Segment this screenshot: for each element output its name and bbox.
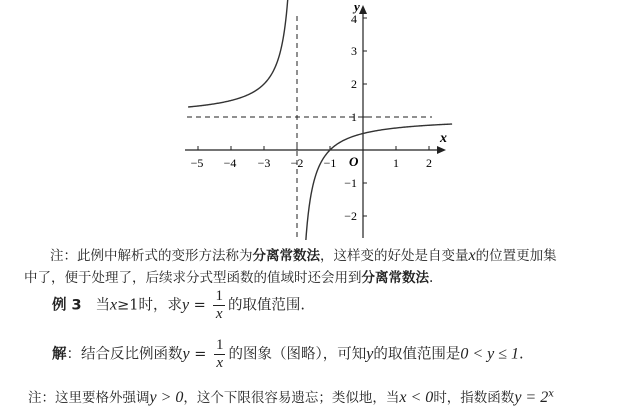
solution-line	[52, 338, 524, 371]
curve-left-branch	[188, 0, 294, 107]
x-tick-label: −2	[290, 156, 304, 170]
note-paragraph-line-1	[50, 244, 557, 265]
solution-label: 解	[52, 346, 67, 363]
method-name: 分离常数法	[252, 248, 320, 264]
equals-sign: =	[189, 297, 211, 314]
curve-right-branch	[300, 124, 452, 240]
y-tick-label: 2	[351, 77, 357, 91]
inequality: y > 0	[149, 389, 184, 406]
y-tick-label: 4	[351, 12, 357, 26]
x-axis-label: x	[440, 131, 447, 146]
solution-text: 的取值范围是	[373, 346, 461, 363]
inequality: x < 0	[399, 389, 434, 406]
example-text: 当	[95, 297, 110, 314]
y-tick-label: 1	[351, 110, 357, 124]
fraction-numerator: 1	[215, 337, 224, 353]
fraction	[214, 338, 226, 371]
inequality: ≥1	[117, 297, 139, 314]
variable-x: x	[468, 247, 476, 264]
x-tick-label: 1	[393, 156, 399, 170]
variable-y: y	[181, 296, 190, 314]
fraction	[213, 289, 225, 322]
note-paragraph-line-2	[24, 266, 433, 286]
note-text: 时，指数函数	[433, 390, 515, 406]
y-tick-label: 3	[351, 44, 357, 58]
example-text: 时，求	[138, 297, 182, 314]
note-text: ，这个下限很容易遗忘；类似地，当	[183, 390, 400, 406]
note-paragraph-line-3	[28, 386, 554, 407]
x-tick-label: −5	[190, 156, 204, 170]
note-text: 注：此例中解析式的变形方法称为	[50, 248, 253, 264]
solution-range: 0 < y ≤ 1	[460, 345, 520, 363]
equals-sign: =	[189, 346, 211, 363]
solution-text: 的图象（图略），可知	[228, 346, 367, 363]
note-text: 中了，便于处理了，后续求分式型函数的值域时还会用到	[24, 270, 362, 286]
example-text: 的取值范围.	[227, 297, 306, 314]
fraction-denominator: x	[215, 306, 223, 322]
example-3-line	[52, 289, 305, 322]
note-text: .	[429, 270, 434, 286]
y-axis-label: y	[354, 0, 360, 14]
exponent: x	[548, 388, 554, 400]
variable-y: y	[182, 345, 190, 363]
y-tick-label: −1	[344, 176, 357, 190]
exponential-function: y = 2	[514, 389, 549, 406]
fraction-denominator: x	[216, 355, 224, 371]
y-tick-label: −2	[344, 209, 357, 223]
variable-x: x	[109, 296, 118, 314]
note-text: ，这样变的好处是自变量	[320, 248, 469, 264]
note-text: 注：这里要格外强调	[28, 390, 150, 406]
solution-text: ：结合反比例函数	[66, 346, 183, 363]
fraction-numerator: 1	[215, 288, 223, 304]
example-label: 例 3	[52, 297, 82, 314]
x-tick-label: −3	[257, 156, 271, 170]
x-axis-arrow	[437, 146, 446, 154]
x-tick-label: −1	[323, 156, 337, 170]
x-tick-label: −4	[223, 156, 237, 170]
y-axis-arrow	[359, 5, 367, 14]
solution-text: .	[519, 346, 524, 363]
note-text: 的位置更加集	[475, 248, 557, 264]
x-tick-label: 2	[426, 156, 432, 170]
origin-label: O	[349, 154, 359, 169]
method-name: 分离常数法	[361, 270, 429, 286]
variable-y: y	[366, 345, 374, 363]
